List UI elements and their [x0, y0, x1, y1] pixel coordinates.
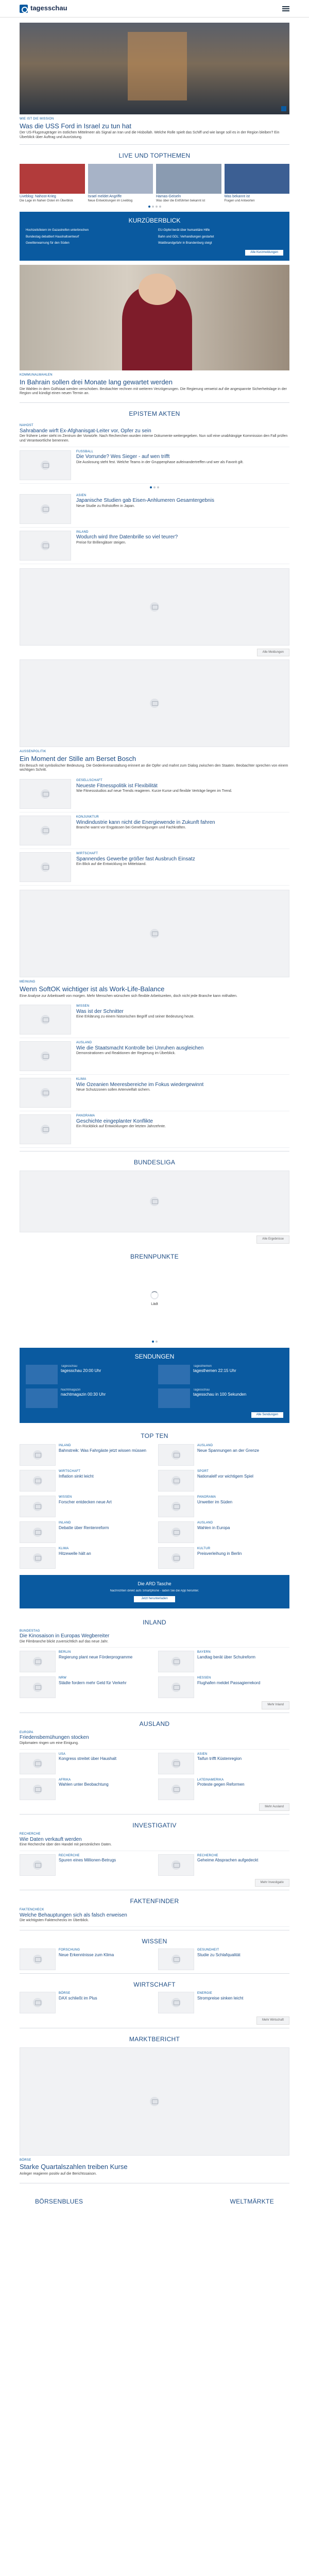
list-item[interactable]: KONJUNKTUR Windindustrie kann nicht die Energiewende in Zukunft fahren Branche warnt vor Engpässen bei Genehmigungen und Fachkräften. — [20, 812, 289, 849]
thumbnail — [20, 494, 71, 524]
feature-image[interactable] — [20, 265, 289, 370]
thumbnail — [20, 816, 71, 845]
loading-spinner-icon — [150, 1291, 159, 1299]
bigstory2-image[interactable] — [20, 890, 289, 977]
thumbnail — [20, 450, 71, 480]
topten-item[interactable]: KULTUR Preisverleihung in Berlin — [158, 1547, 289, 1569]
logo-icon — [20, 5, 28, 13]
page: tagesschau WIE IST DIE MISSION Was die USS Ford in Israel zu tun hat Der US-Flugzeugträger im östlichen Mittelmeer als Signal an Iran und die Hisbollah. Welche Rolle spielt das Schiff und wie lange soll es in der Region bleiben? Ein Überblick über Auftrag und Ausrüstung. LIVE UND TOPTHEMEN Liveblog: Nahost-Krieg Die Lage im Nahen Osten im Überblick Israel meldet Angriffe Neue Entwicklungen im Liveblog Hamas-Geiseln Was über die Entführten bekannt ist Was bekannt ist Fragen und Antworten KURZÜBERBLICK Hochzeitsfeiern im Gazastreifen unterbrochen EU-Gipfel berät über humanitäre Hilfe Bundestag debattiert Haushaltsentwurf Bahn und GDL: Verhandlungen gestartet Gewitterwarnung für den Süden Waldbrandgefahr in Brandenburg steigt Alle Kurzmeldungen KOMMUNALWAHLEN In Bahrain sollen drei Monate lang gewartet werden Die Wahlen in dem Golfstaat werden verschoben. Beobachter rechnen mit weiteren Verzögerungen. Die Regierung verweist auf die angespannte Sicherheitslage in der Region und kündigt einen neuen Termin an. EPISTEM AKTEN NAHOST Sahrabande wirft Ex-Afghanisgat-Leiter vor, Opfer zu sein Der frühere Leiter steht im Zentrum der Vorwürfe. Nach Recherchen wurden interne Dokumente weitergegeben. Nun soll eine unabhängige Kommission den Fall prüfen und Verantwortliche benennen. FUSSBALL Die Vorrunde? Wes Sieger - auf wen trifft Die Auslosung steht fest. Welche Teams in der Gruppenphase aufeinandertreffen und wer als Favorit gilt. ASIEN Japanische Studien gab Eisen-Anhlumeren Gesamtergebnis Neue Studie zu Rohstoffen in Japan. INLAND Wodurch wird Ihre Datenbrille so viel teurer? Preise für Brillengläser steigen. Alle Meldungen AUSSENPOLITIK Ein Moment der Stille am Berset Bosch Ein Besuch mit symbolischer Bedeutung. Die Gedenkveranstaltung erinnert an die Opfer und mahnt zum Dialog zwischen den Staaten. Beobachter sprechen von einem wichtigen Schritt. GESELLSCHAFT Neueste Fitnesspolitik ist Flexibilität Wie Fitnessstudios auf neue Trends reagieren. Kurze Kurse und flexible Verträge liegen im Trend. KONJUNKTUR Windindustrie kann nicht die Energiewende in Zukunft fahren Branche warnt vor Engpässen bei Genehmigungen und Fachkräften. WIRTSCHAFT Spannendes Gewerbe größer fast Ausbruch Einsatz Ein Blick auf die Entwicklung im Mittelstand. MEINUNG Wenn SoftOK wichtiger ist als Work-Life-Balance Eine Analyse zur Arbeitswelt von morgen. Mehr Menschen wünschen sich flexible Arbeitszeiten, doch nicht jede Branche kann mithalten. WISSEN Was ist der Schnitter Eine Erklärung zu einem historischen Begriff und seiner Bedeutung heute. AUSLAND Wie die Staatsmacht Kontrolle bei Unruhen ausgleichen Demonstrationen und Reaktionen der Regierung im Überblick. KLIMA Wie Ozeanien Meeresbereiche im Fokus wiedergewinnt Neue Schutzzonen sollen Artenvielfalt sichern. PANORAMA Geschichte eingeplanter Konflikte Ein Rückblick auf Entwicklungen der letzten Jahrzehnte. BUNDESLIGA Alle Ergebnisse BRENNPUNKTE Lädt SENDUNGEN Tagesschau tagesschau 20:00 Uhr Tagesthemen tagesthemen 22:15 Uhr Nachtmagazin nachtmagazin 00:30 Uhr Tagesschau tagesschau in 100 Sekunden Alle Sendungen TOP TEN INLAND Bahnstreik: Was Fahrgäste jetzt wissen müssen AUSLAND Neue Spannungen an der Grenze WIRTSCHAFT Inflation sinkt leicht SPORT Nationalelf vor wichtigem Spiel WISSEN Forscher entdecken neue Art PANORAMA Unwetter im Süden INLAND Debatte über Rentenreform AUSLAND Wahlen in Europa KLIMA Hitzewelle hält an KULTUR Preisverleihung in Berlin Die ARD Tasche Nachrichten direkt aufs Smartphone - laden Sie die App herunter. Jetzt herunterladen INLAND BUNDESTAG Die Kinosaison in Europas Wegbereiter Die Filmbranche blickt zuversichtlich auf das neue Jahr. BERLIN Regierung plant neue Förderprogramme BAYERN Landtag berät über Schulreform NRW Städte fordern mehr Geld für Verkehr HESSEN Flughafen meldet Passagierrekord Mehr Inland AUSLAND EUROPA Friedensbemühungen stocken Diplomaten ringen um eine Einigung. USA Kongress streitet über Haushalt ASIEN Taifun trifft Küstenregion AFRIKA Wahlen unter Beobachtung LATEINAMERIKA Proteste gegen Reformen Mehr Ausland INVESTIGATIV RECHERCHE Wie Daten verkauft werden Eine Recherche über den Handel mit persönlichen Daten. RECHERCHE Spuren eines Millionen-Betrugs RECHERCHE Geheime Absprachen aufgedeckt Mehr Investigativ FAKTENFINDER FAKTENCHECK Welche Behauptungen sich als falsch erweisen Die wichtigsten Faktenchecks im Überblick. WISSEN FORSCHUNG Neue Erkenntnisse zum Klima GESUNDHEIT Studie zu Schlafqualität WIRTSCHAFT BÖRSE DAX schließt im Plus ENERGIE Strompreise sinken leicht Mehr Wirtschaft MARKTBERICHT BÖRSE Starke Quartalszahlen treiben Kurse Anleger reagieren positiv auf die Berichtssaison. BÖRSENBLUES WELTMÄRKTE — [0, 0, 309, 2226]
section1-more — [20, 649, 289, 657]
topten-item[interactable]: KLIMA Hitzewelle hält an — [20, 1547, 151, 1569]
investigativ-more-button[interactable]: Mehr Investigativ — [255, 1879, 289, 1887]
list-item[interactable]: PANORAMA Geschichte eingeplanter Konflikte Ein Rückblick auf Entwicklungen der letzten Jahrzehnte. — [20, 1111, 289, 1148]
sendung-card[interactable]: Tagesschau tagesschau in 100 Sekunden — [158, 1388, 283, 1408]
faktenfinder-title: FAKTENFINDER — [130, 1897, 179, 1905]
bundesliga-more-button[interactable]: Alle Ergebnisse — [256, 1235, 289, 1244]
inland-title: INLAND — [143, 1618, 166, 1626]
topten-item[interactable]: AUSLAND Wahlen in Europa — [158, 1521, 289, 1543]
bigstory2-meta: MEINUNG — [20, 980, 36, 984]
wissen-card[interactable]: GESUNDHEIT Studie zu Schlafqualität — [158, 1948, 289, 1970]
list-item[interactable]: FAKTENCHECK Welche Behauptungen sich als falsch erweisen Die wichtigsten Faktenchecks im Überblick. — [20, 1905, 289, 1927]
topten-item[interactable]: WISSEN Forscher entdecken neue Art — [20, 1496, 151, 1517]
footer — [20, 2187, 289, 2226]
footer-left[interactable]: BÖRSENBLUES — [35, 2197, 83, 2205]
list-item[interactable]: FUSSBALL Die Vorrunde? Wes Sieger - auf wen trifft Die Auslosung steht fest. Welche Teams in der Gruppenphase aufeinandertreffen und wer als Favorit gilt. — [20, 447, 289, 484]
thumbnail — [20, 1114, 71, 1144]
header — [0, 0, 309, 18]
carousel-dots[interactable] — [20, 486, 289, 488]
kurz-item[interactable]: Bundestag debattiert Haushaltsentwurf — [26, 235, 79, 239]
list-item[interactable]: BUNDESTAG Die Kinosaison in Europas Wegbereiter Die Filmbranche blickt zuversichtlich auf das neue Jahr. — [20, 1626, 289, 1648]
wirtschaft-card[interactable]: ENERGIE Strompreise sinken leicht — [158, 1992, 289, 2013]
bundesliga-widget[interactable] — [20, 1171, 289, 1232]
topten-grid — [20, 1444, 289, 1569]
marktbericht-title: MARKTBERICHT — [129, 2035, 180, 2043]
thumbnail — [20, 1078, 71, 1108]
ausland-title: AUSLAND — [139, 1720, 170, 1727]
thumbnail — [20, 1005, 71, 1035]
list-item[interactable]: NAHOST Sahrabande wirft Ex-Afghanisgat-Leiter vor, Opfer zu sein Der frühere Leiter steht im Zentrum der Vorwürfe. Nach Recherchen wurden interne Dokumente weitergegeben. Nun soll eine unabhängige Kommission den Fall prüfen und Verantwortliche benennen. — [20, 421, 289, 447]
list-item[interactable]: KLIMA Wie Ozeanien Meeresbereiche im Fokus wiedergewinnt Neue Schutzzonen sollen Artenvielfalt sichern. — [20, 1075, 289, 1111]
hero-teaser: Der US-Flugzeugträger im östlichen Mittelmeer als Signal an Iran und die Hisbollah. Welche Rolle spielt das Schiff und wie lange soll es in der Region bleiben? Ein Überblick über Auftrag und Ausrüstung. — [20, 131, 280, 140]
kurz-item[interactable]: Bahn und GDL: Verhandlungen gestartet — [158, 235, 214, 239]
kurz-title: KURZÜBERBLICK — [128, 217, 181, 225]
app-promo-box — [20, 1575, 289, 1608]
list-item[interactable]: INLAND Wodurch wird Ihre Datenbrille so viel teurer? Preise für Brillengläser steigen. — [20, 528, 289, 564]
sendung-card[interactable]: Tagesthemen tagesthemen 22:15 Uhr — [158, 1365, 283, 1384]
list-item[interactable]: GESELLSCHAFT Neueste Fitnesspolitik ist Flexibilität Wie Fitnessstudios auf neue Trends reagieren. Kurze Kurse und flexible Verträge liegen im Trend. — [20, 776, 289, 812]
feature-meta: KOMMUNALWAHLEN — [20, 374, 53, 377]
topten-item[interactable]: SPORT Nationalelf vor wichtigem Spiel — [158, 1470, 289, 1492]
brennpunkte-loader: Lädt — [20, 1261, 289, 1338]
list-item[interactable]: AUSLAND Wie die Staatsmacht Kontrolle bei Unruhen ausgleichen Demonstrationen und Reaktionen der Regierung im Überblick. — [20, 1038, 289, 1075]
kurz-item[interactable]: Gewitterwarnung für den Süden — [26, 242, 70, 245]
inland-card[interactable]: NRW Städte fordern mehr Geld für Verkehr — [20, 1676, 151, 1698]
topten-item[interactable]: INLAND Bahnstreik: Was Fahrgäste jetzt wissen müssen — [20, 1444, 151, 1466]
wirtschaft-card[interactable]: BÖRSE DAX schließt im Plus — [20, 1992, 151, 2013]
inland-card[interactable]: HESSEN Flughafen meldet Passagierrekord — [158, 1676, 289, 1698]
app-promo-title: Die ARD Tasche — [138, 1581, 171, 1587]
wirtschaft-more-button[interactable]: Mehr Wirtschaft — [256, 2016, 289, 2025]
wissen-card[interactable]: FORSCHUNG Neue Erkenntnisse zum Klima — [20, 1948, 151, 1970]
ausland-more-button[interactable]: Mehr Ausland — [259, 1803, 289, 1811]
live-carousel — [20, 164, 289, 203]
inland-more-button[interactable]: Mehr Inland — [262, 1701, 289, 1709]
ausland-card[interactable]: ASIEN Taifun trifft Küstenregion — [158, 1753, 289, 1774]
bigstory2-teaser: Eine Analyse zur Arbeitswelt von morgen. Mehr Menschen wünschen sich flexible Arbeitszeiten, doch nicht jede Branche kann mithalten. — [20, 994, 237, 998]
live-card[interactable]: Liveblog: Nahost-Krieg Die Lage im Nahen Osten im Überblick — [20, 164, 85, 203]
brennpunkte-title: BRENNPUNKTE — [130, 1252, 179, 1260]
thumbnail — [20, 852, 71, 882]
app-promo-teaser: Nachrichten direkt aufs Smartphone - laden Sie die App herunter. — [110, 1589, 199, 1592]
ausland-card[interactable]: LATEINAMERIKA Proteste gegen Reformen — [158, 1778, 289, 1800]
bigstory-meta: AUSSENPOLITIK — [20, 750, 46, 754]
list-item[interactable]: ASIEN Japanische Studien gab Eisen-Anhlumeren Gesamtergebnis Neue Studie zu Rohstoffen in Japan. — [20, 491, 289, 528]
live-card[interactable]: Israel meldet Angriffe Neue Entwicklungen im Liveblog — [88, 164, 153, 203]
thumbnail — [20, 1041, 71, 1071]
kurz-item[interactable]: Hochzeitsfeiern im Gazastreifen unterbrochen — [26, 229, 89, 232]
kurz-item[interactable]: EU-Gipfel berät über humanitäre Hilfe — [158, 229, 210, 232]
sendungen-box — [20, 1348, 289, 1423]
topten-item[interactable]: AUSLAND Neue Spannungen an der Grenze — [158, 1444, 289, 1466]
hero-meta: WIE IST DIE MISSION — [20, 117, 54, 121]
live-card[interactable]: Was bekannt ist Fragen und Antworten — [225, 164, 290, 203]
investigativ-card[interactable]: RECHERCHE Spuren eines Millionen-Betrugs — [20, 1854, 151, 1876]
bigstory-image[interactable] — [20, 659, 289, 747]
feature-teaser: Die Wahlen in dem Golfstaat werden verschoben. Beobachter rechnen mit weiteren Verzögerungen. Die Regierung verweist auf die angespannte Sicherheitslage in der Region und kündigt einen neuen Termin an. — [20, 387, 287, 396]
topten-item[interactable]: WIRTSCHAFT Inflation sinkt leicht — [20, 1470, 151, 1492]
large-placeholder-image[interactable] — [20, 568, 289, 646]
topten-title: TOP TEN — [141, 1432, 168, 1440]
list-item[interactable]: RECHERCHE Wie Daten verkauft werden Eine Recherche über den Handel mit persönlichen Daten. — [20, 1829, 289, 1851]
topten-item[interactable]: INLAND Debatte über Rentenreform — [20, 1521, 151, 1543]
thumbnail — [20, 531, 71, 561]
menu-icon[interactable] — [282, 6, 289, 11]
list-item[interactable]: WISSEN Was ist der Schnitter Eine Erklärung zu einem historischen Begriff und seiner Bedeutung heute. — [20, 1002, 289, 1038]
logo[interactable] — [20, 4, 67, 12]
section1-title: EPISTEM AKTEN — [129, 410, 180, 418]
inland-card[interactable]: BERLIN Regierung plant neue Förderprogramme — [20, 1651, 151, 1672]
thumbnail — [20, 779, 71, 809]
ausland-card[interactable]: USA Kongress streitet über Haushalt — [20, 1753, 151, 1774]
marktbericht-image[interactable] — [20, 2047, 289, 2156]
sendungen-title: SENDUNGEN — [134, 1352, 175, 1360]
investigativ-card[interactable]: RECHERCHE Geheime Absprachen aufgedeckt — [158, 1854, 289, 1876]
hero-image[interactable] — [20, 23, 289, 114]
list-item[interactable]: WIRTSCHAFT Spannendes Gewerbe größer fast Ausbruch Einsatz Ein Blick auf die Entwicklung im Mittelstand. — [20, 849, 289, 886]
wissen-title: WISSEN — [142, 1938, 167, 1945]
app-download-button[interactable]: Jetzt herunterladen — [134, 1596, 175, 1602]
investigativ-title: INVESTIGATIV — [132, 1822, 177, 1829]
brand-name: tagesschau — [30, 4, 67, 12]
kurz-more-button[interactable]: Alle Kurzmeldungen — [245, 250, 283, 256]
sendung-card[interactable]: Nachtmagazin nachtmagazin 00:30 Uhr — [26, 1388, 151, 1408]
list-item[interactable]: EUROPA Friedensbemühungen stocken Diplomaten ringen um eine Einigung. — [20, 1728, 289, 1750]
sendungen-more-button[interactable]: Alle Sendungen — [251, 1412, 283, 1418]
sendung-card[interactable]: Tagesschau tagesschau 20:00 Uhr — [26, 1365, 151, 1384]
carousel-dots[interactable] — [20, 206, 289, 208]
bigstory2-title[interactable]: Wenn SoftOK wichtiger ist als Work-Life-Balance — [20, 985, 165, 993]
kurz-item[interactable]: Waldbrandgefahr in Brandenburg steigt — [158, 242, 212, 245]
feature-title[interactable]: In Bahrain sollen drei Monate lang gewartet werden — [20, 378, 173, 386]
hero-title[interactable]: Was die USS Ford in Israel zu tun hat — [20, 122, 132, 130]
bigstory-teaser: Ein Besuch mit symbolischer Bedeutung. Die Gedenkveranstaltung erinnert an die Opfer und mahnt zum Dialog zwischen den Staaten. Beobachter sprechen von einem wichtigen Schritt. — [20, 764, 288, 772]
inland-card[interactable]: BAYERN Landtag berät über Schulreform — [158, 1651, 289, 1672]
footer-right[interactable]: WELTMÄRKTE — [230, 2197, 274, 2205]
topten-item[interactable]: PANORAMA Unwetter im Süden — [158, 1496, 289, 1517]
wirtschaft-title: WIRTSCHAFT — [133, 1981, 176, 1988]
bundesliga-title: BUNDESLIGA — [133, 1159, 176, 1166]
live-card[interactable]: Hamas-Geiseln Was über die Entführten bekannt ist — [156, 164, 221, 203]
live-section-title: LIVE UND TOPTHEMEN — [118, 151, 191, 159]
section1-more-button[interactable]: Alle Meldungen — [257, 649, 289, 657]
marktbericht-headline[interactable]: Starke Quartalszahlen treiben Kurse — [20, 2163, 128, 2171]
kurzueberblick-box — [20, 212, 289, 261]
ausland-card[interactable]: AFRIKA Wahlen unter Beobachtung — [20, 1778, 151, 1800]
bigstory-title[interactable]: Ein Moment der Stille am Berset Bosch — [20, 754, 136, 762]
